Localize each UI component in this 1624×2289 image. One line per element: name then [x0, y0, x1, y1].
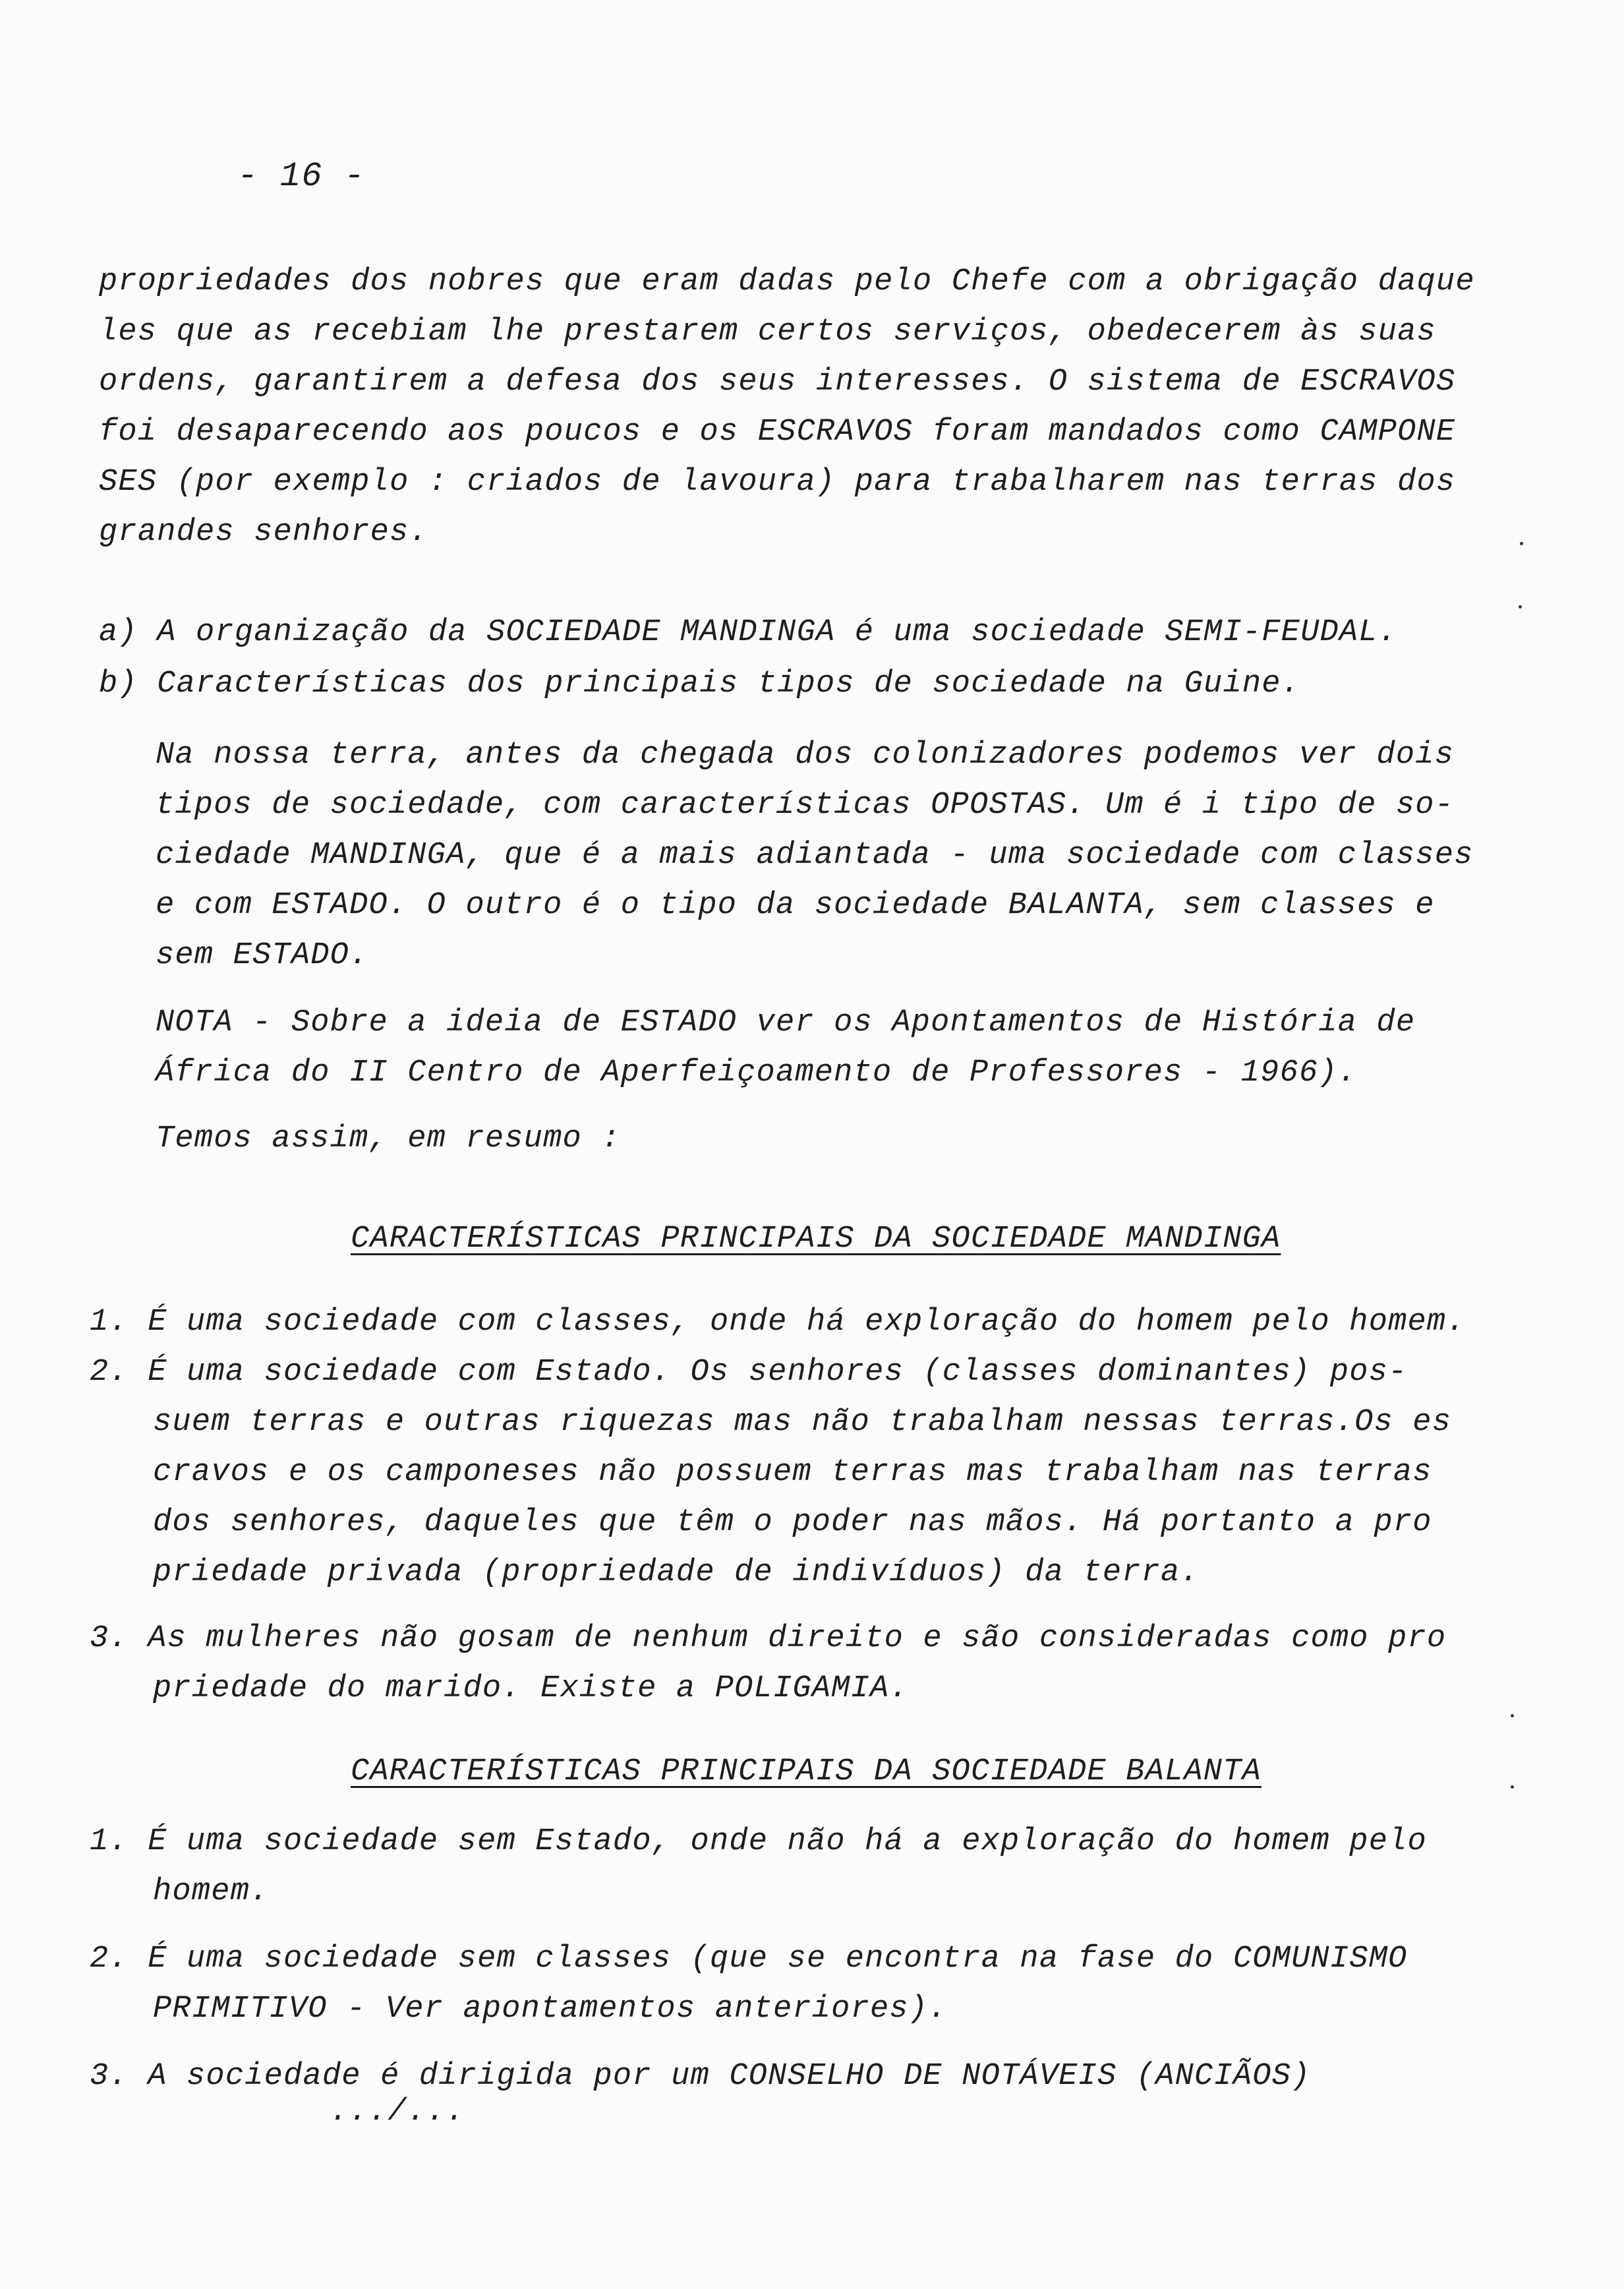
text-line: foi desaparecendo aos poucos e os ESCRAVOS foram mandados como CAMPONE [99, 415, 1456, 450]
text-line: PRIMITIVO - Ver apontamentos anteriores). [153, 1992, 948, 2027]
note-line: NOTA - Sobre a ideia de ESTADO ver os Apontamentos de História de [156, 1005, 1416, 1040]
text-line: sem ESTADO. [156, 938, 369, 973]
text-line: cravos e os camponeses não possuem terras mas trabalham nas terras [153, 1455, 1432, 1490]
list-item-b: b) Características dos principais tipos de sociedade na Guine. [99, 667, 1301, 701]
text-line: ciedade MANDINGA, que é a mais adiantada - uma sociedade com classes [156, 838, 1474, 873]
scan-speck [1520, 542, 1523, 545]
scan-speck [1519, 605, 1522, 609]
list-item: 1. É uma sociedade sem Estado, onde não há a exploração do homem pelo [90, 1824, 1427, 1859]
section-heading-mandinga: CARACTERÍSTICAS PRINCIPAIS DA SOCIEDADE MANDINGA [351, 1222, 1281, 1257]
list-item: 2. É uma sociedade sem classes (que se encontra na fase do COMUNISMO [90, 1942, 1408, 1977]
text-line: homem. [153, 1874, 270, 1909]
text-line: propriedades dos nobres que eram dadas pelo Chefe com a obrigação daque [99, 264, 1475, 299]
text-line: tipos de sociedade, com características OPOSTAS. Um é i tipo de so- [156, 788, 1455, 823]
continuation-mark: .../... [330, 2095, 465, 2129]
list-item: 3. As mulheres não gosam de nenhum direito e são consideradas como pro [90, 1621, 1447, 1656]
note-line: África do II Centro de Aperfeiçoamento de Professores - 1966). [156, 1055, 1358, 1090]
list-item: 3. A sociedade é dirigida por um CONSELHO DE NOTÁVEIS (ANCIÃOS) [90, 2059, 1311, 2094]
scan-speck [1511, 1785, 1514, 1789]
text-line: Temos assim, em resumo : [156, 1121, 621, 1156]
list-item: 1. É uma sociedade com classes, onde há exploração do homem pelo homem. [90, 1305, 1466, 1340]
text-line: priedade do marido. Existe a POLIGAMIA. [153, 1671, 909, 1706]
text-line: grandes senhores. [99, 515, 428, 550]
text-line: priedade privada (propriedade de indivíduos) da terra. [153, 1555, 1200, 1590]
text-line: ordens, garantirem a defesa dos seus interesses. O sistema de ESCRAVOS [99, 365, 1456, 400]
list-item-a: a) A organização da SOCIEDADE MANDINGA é uma sociedade SEMI-FEUDAL. [99, 615, 1398, 650]
text-line: e com ESTADO. O outro é o tipo da sociedade BALANTA, sem classes e [156, 888, 1435, 923]
text-line: SES (por exemplo : criados de lavoura) para trabalharem nas terras dos [99, 465, 1456, 500]
text-line: suem terras e outras riquezas mas não trabalham nessas terras.Os es [153, 1405, 1452, 1440]
page-number: - 16 - [237, 157, 366, 196]
list-item: 2. É uma sociedade com Estado. Os senhores (classes dominantes) pos- [90, 1355, 1408, 1390]
text-line: dos senhores, daqueles que têm o poder nas mãos. Há portanto a pro [153, 1505, 1432, 1540]
section-heading-balanta: CARACTERÍSTICAS PRINCIPAIS DA SOCIEDADE BALANTA [351, 1754, 1262, 1789]
text-line: Na nossa terra, antes da chegada dos colonizadores podemos ver dois [156, 738, 1455, 773]
scan-speck [1511, 1714, 1514, 1717]
text-line: les que as recebiam lhe prestarem certos serviços, obedecerem às suas [99, 314, 1436, 349]
